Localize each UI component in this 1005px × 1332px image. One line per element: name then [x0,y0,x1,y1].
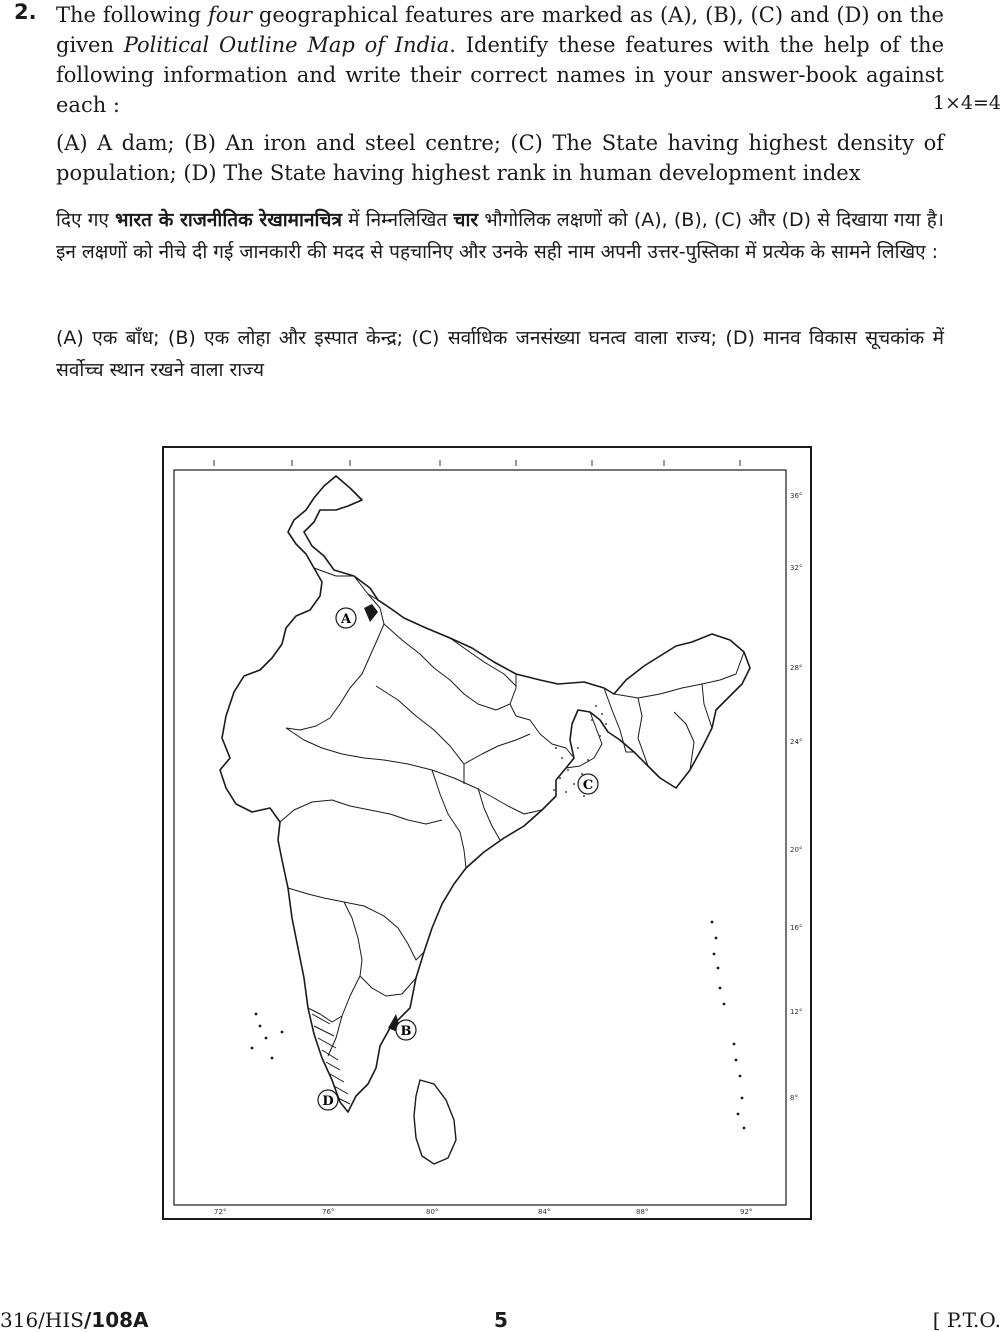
lat-label: 20° [790,846,803,854]
question-intro: The following four geographical features are marked as (A), (B), (C) and (D) on the given Political Outline Map of India. Identify these features with the help of the following information and write their correct names in your answer-book against each : [56,3,945,117]
marker-b-label: B [400,1024,412,1039]
dam-symbol [364,604,378,622]
marks-allocation: 1×4=4 [932,92,1001,114]
latitude-labels [790,492,802,1102]
marker-c-label: C [582,778,594,793]
clues-hindi: (A) एक बाँध; (B) एक लोहा और इस्पात केन्द्र; (C) सर्वाधिक जनसंख्या घनत्व वाला राज्य; (D) मानव विकास सूचकांक में सर्वोच्च स्थान रखने वाला राज्य [56,327,944,381]
lon-label: 80° [426,1208,439,1216]
india-outline-map [162,446,812,1220]
longitude-labels [214,1208,752,1216]
lon-label: 76° [322,1208,335,1216]
lat-label: 8° [790,1094,798,1102]
marker-a-label: A [340,612,352,627]
page-number: 5 [494,1308,508,1332]
inner-map-border [174,470,786,1205]
lon-label: 88° [636,1208,649,1216]
paper-code: 316/HIS/108A [0,1308,149,1332]
clues-english: (A) A dam; (B) An iron and steel centre; (C) The State having highest density of population; (D) The State having highest rank in human development index [56,131,944,185]
marker-d [318,1090,338,1110]
marker-b [396,1020,416,1040]
marker-a [336,608,356,628]
lon-label: 72° [214,1208,227,1216]
marker-d-label: D [322,1094,334,1109]
lat-label: 24° [790,738,803,746]
lat-label: 36° [790,492,803,500]
question-number: 2. [14,0,37,24]
lon-label: 84° [538,1208,551,1216]
lat-label: 28° [790,664,803,672]
pto-note: [ P.T.O. [932,1308,1001,1332]
lat-label: 16° [790,924,803,932]
marker-c [578,774,598,794]
india-mainland-outline [220,476,750,1112]
lon-label: 92° [740,1208,753,1216]
state-boundaries [280,568,744,1056]
lat-label: 32° [790,564,803,572]
question-intro-hindi: दिए गए भारत के राजनीतिक रेखामानचित्र में निम्नलिखित चार भौगोलिक लक्षणों को (A), (B), (C) और (D) से दिखाया गया है। इन लक्षणों को नीचे दी गई जानकारी की मदद से पहचानिए और उनके सही नाम अपनी उत्तर-पुस्तिका में प्रत्येक के सामने लिखिए : [56,209,944,263]
top-ticks [214,460,740,466]
sri-lanka-outline [414,1080,456,1164]
lat-label: 12° [790,1008,803,1016]
